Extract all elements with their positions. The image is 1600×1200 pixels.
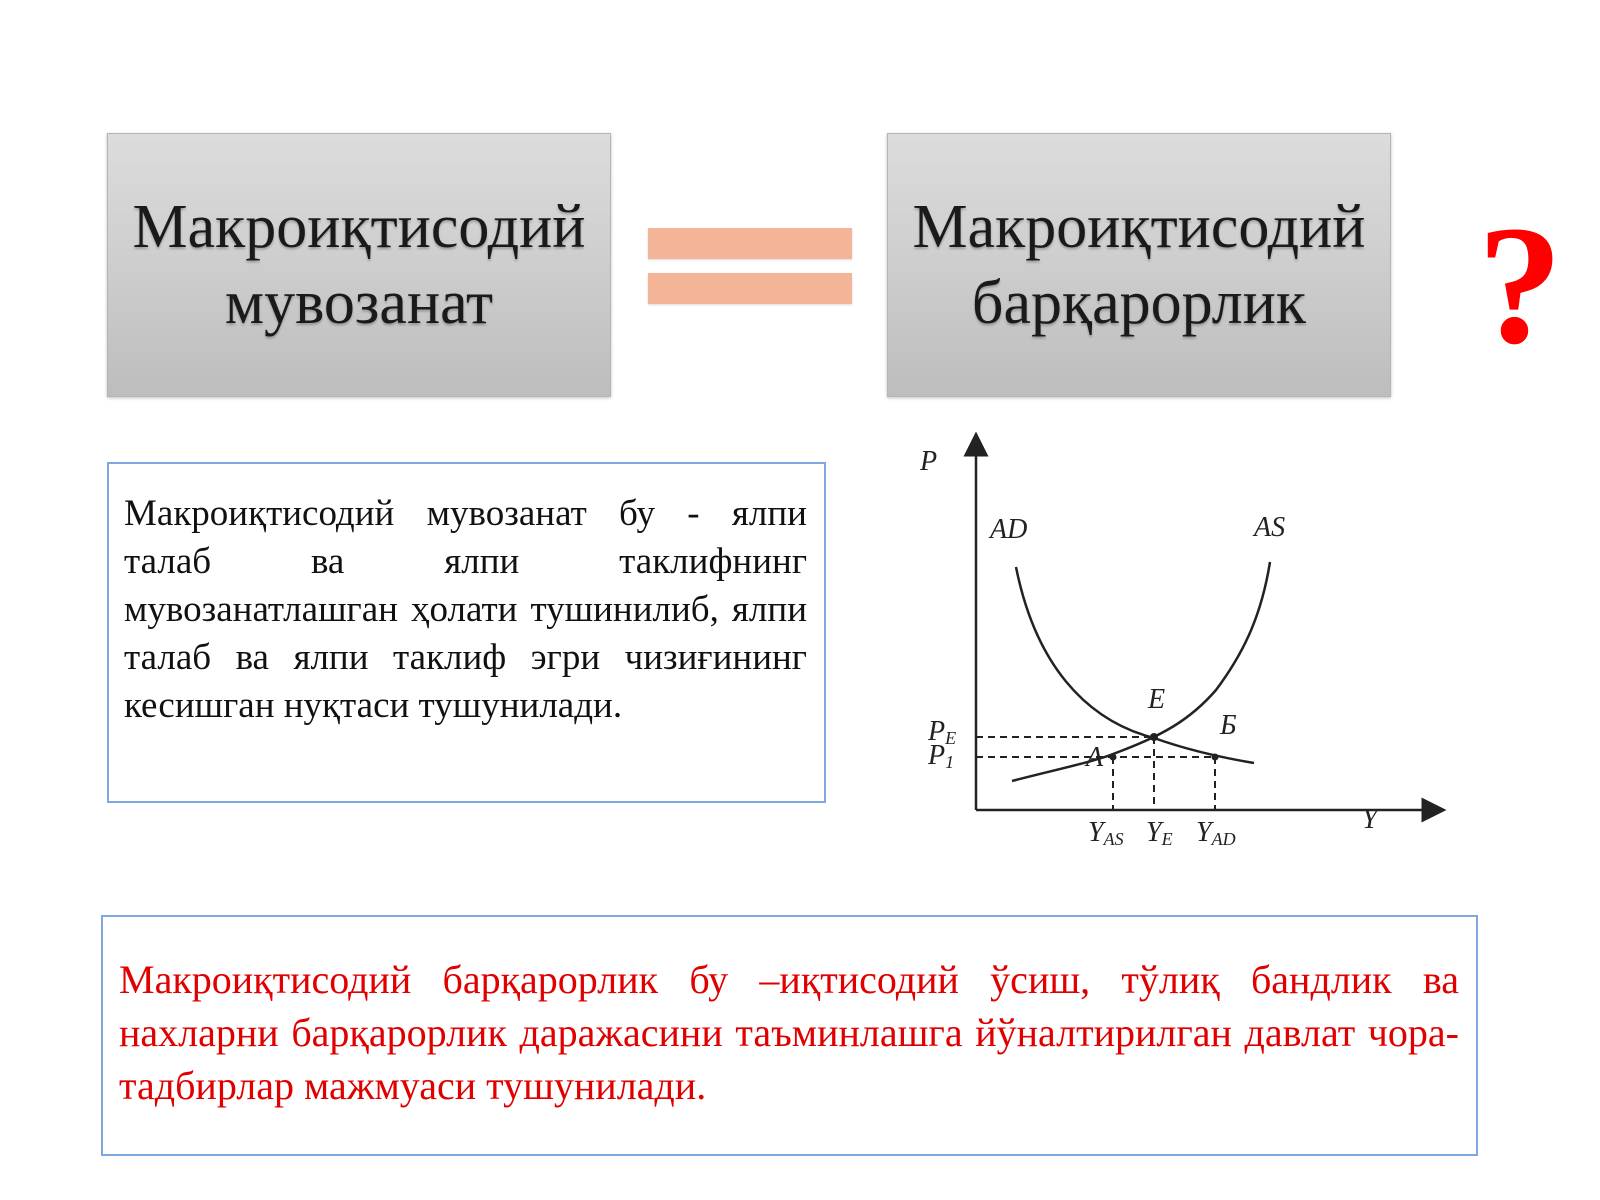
as-curve-label: AS: [1254, 512, 1286, 543]
yad-label: $Y_{AD}$: [1196, 817, 1236, 849]
y-axis-label: P: [920, 446, 938, 477]
point-a-label: A: [1086, 742, 1104, 773]
equals-sign-top-bar: [648, 228, 852, 259]
equilibrium-definition-box: [107, 462, 826, 803]
ad-as-graph: [920, 430, 1460, 860]
stability-title-box: [887, 133, 1391, 397]
stability-title: Макроиқтисодий барқарорлик: [912, 193, 1366, 337]
point-a-marker: [1110, 754, 1117, 761]
point-b-marker: [1212, 754, 1219, 761]
equilibrium-title-box: [107, 133, 611, 397]
point-e-label: E: [1148, 684, 1166, 715]
stability-definition-text: Макроиқтисодий барқарорлик бу –иқтисодий ўсиш, тўлиқ бандлик ва нахларни барқарорлик даражасини таъминлашга йўналтирилган давлат чора-тадбирлар мажмуаси тушунилади.: [119, 957, 1459, 1108]
equilibrium-title: Макроиқтисодий мувозанат: [132, 193, 586, 337]
equilibrium-definition-text: Макроиқтисодий мувозанат бу - ялпи талаб ва ялпи таклифнинг мувозанатлашган ҳолати тушинилиб, ялпи талаб ва ялпи таклиф эгри чизиғининг кесишган нуқтаси тушунилади.: [124, 493, 807, 726]
ad-curve: [1016, 567, 1254, 763]
equals-sign-bottom-bar: [648, 273, 852, 304]
ad-as-graph-svg: [920, 430, 1460, 860]
p1-label: $P_1$: [928, 740, 955, 772]
yas-label: $Y_{AS}$: [1088, 817, 1124, 849]
question-mark: ?: [1477, 191, 1563, 379]
x-axis-label: Y: [1362, 804, 1378, 835]
ye-label: $Y_E$: [1146, 817, 1173, 849]
point-e-marker: [1150, 733, 1158, 741]
point-b-label: Б: [1220, 710, 1237, 741]
stability-definition-box: [101, 915, 1478, 1156]
ad-curve-label: AD: [990, 514, 1028, 545]
as-curve: [1012, 562, 1270, 781]
pe-label: $P_E$: [928, 716, 957, 748]
